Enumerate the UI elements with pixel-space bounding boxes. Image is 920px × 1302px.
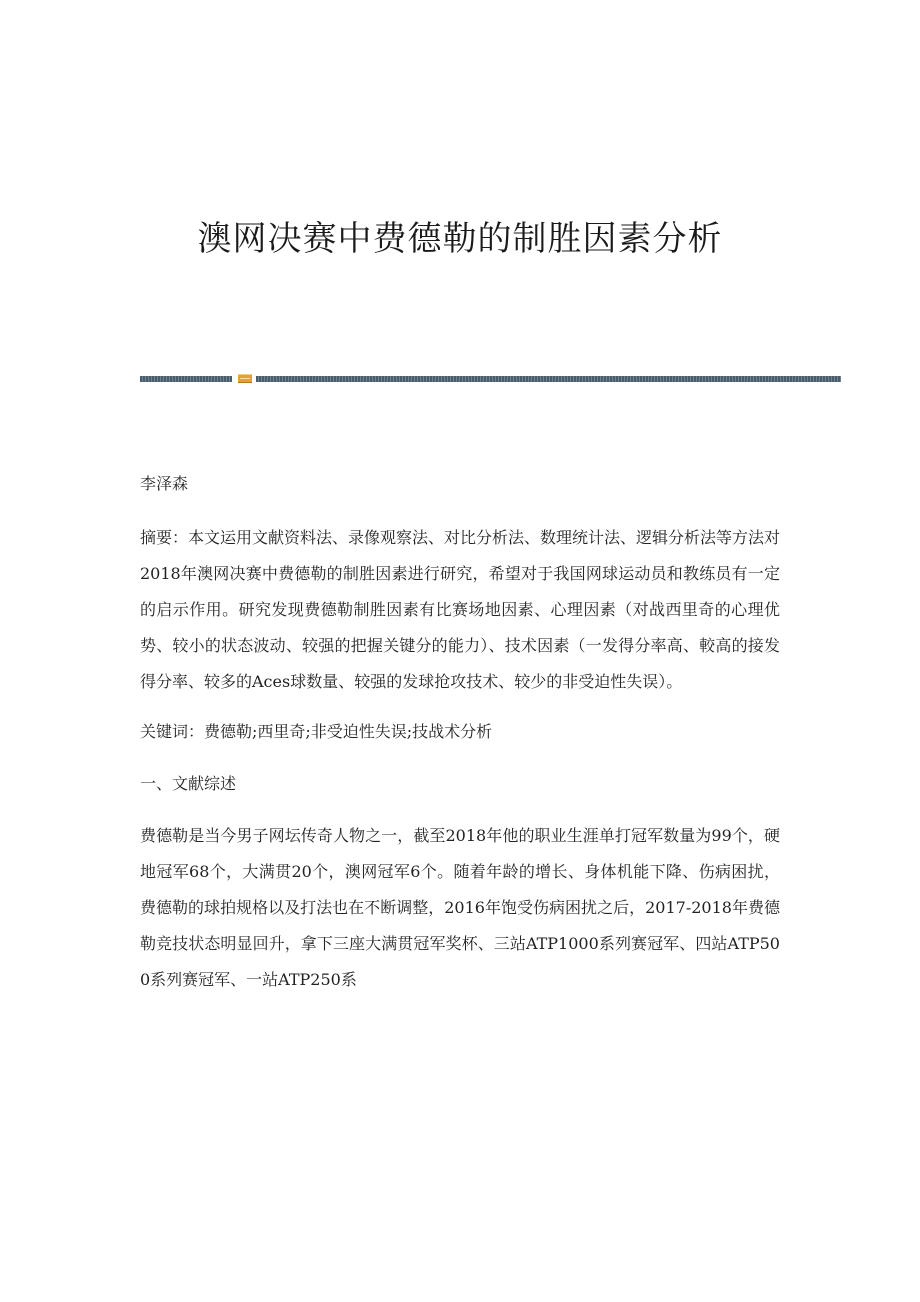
- section-heading: 一、文献综述: [140, 774, 237, 793]
- keywords-line: 关键词：费德勒;西里奇;非受迫性失误;技战术分析: [140, 722, 493, 741]
- title-divider: [140, 374, 841, 383]
- document-title: 澳网决赛中费德勒的制胜因素分析: [197, 219, 723, 259]
- divider-bar-right: [256, 376, 841, 382]
- body-paragraph: 费德勒是当今男子网坛传奇人物之一，截至2018年他的职业生涯单打冠军数量为99个，硬地冠军68个，大满贯20个，澳网冠军6个。随着年龄的增长、身体机能下降、伤病困扰，费德勒的球拍规格以及打法也在不断调整，2016年饱受伤病困扰之后，2017-2018年费德勒竞技状态明显回升，拿下三座大满贯冠军奖杯、三站ATP1000系列赛冠军、四站ATP500系列赛冠军、一站ATP250系: [140, 826, 780, 989]
- author-name: 李泽森: [140, 474, 189, 493]
- divider-bar-left: [140, 376, 232, 382]
- abstract-paragraph: 摘要：本文运用文献资料法、录像观察法、对比分析法、数理统计法、逻辑分析法等方法对2018年澳网决赛中费德勒的制胜因素进行研究，希望对于我国网球运动员和教练员有一定的启示作用。研究发现费德勒制胜因素有比赛场地因素、心理因素（对战西里奇的心理优势、较小的状态波动、较强的把握关键分的能力）、技术因素（一发得分率高、較高的接发得分率、较多的Aces球数量、较强的发球抢攻技术、较少的非受迫性失误）。: [140, 528, 781, 691]
- document-body: [140, 466, 780, 998]
- divider-accent-ornament: [238, 374, 252, 383]
